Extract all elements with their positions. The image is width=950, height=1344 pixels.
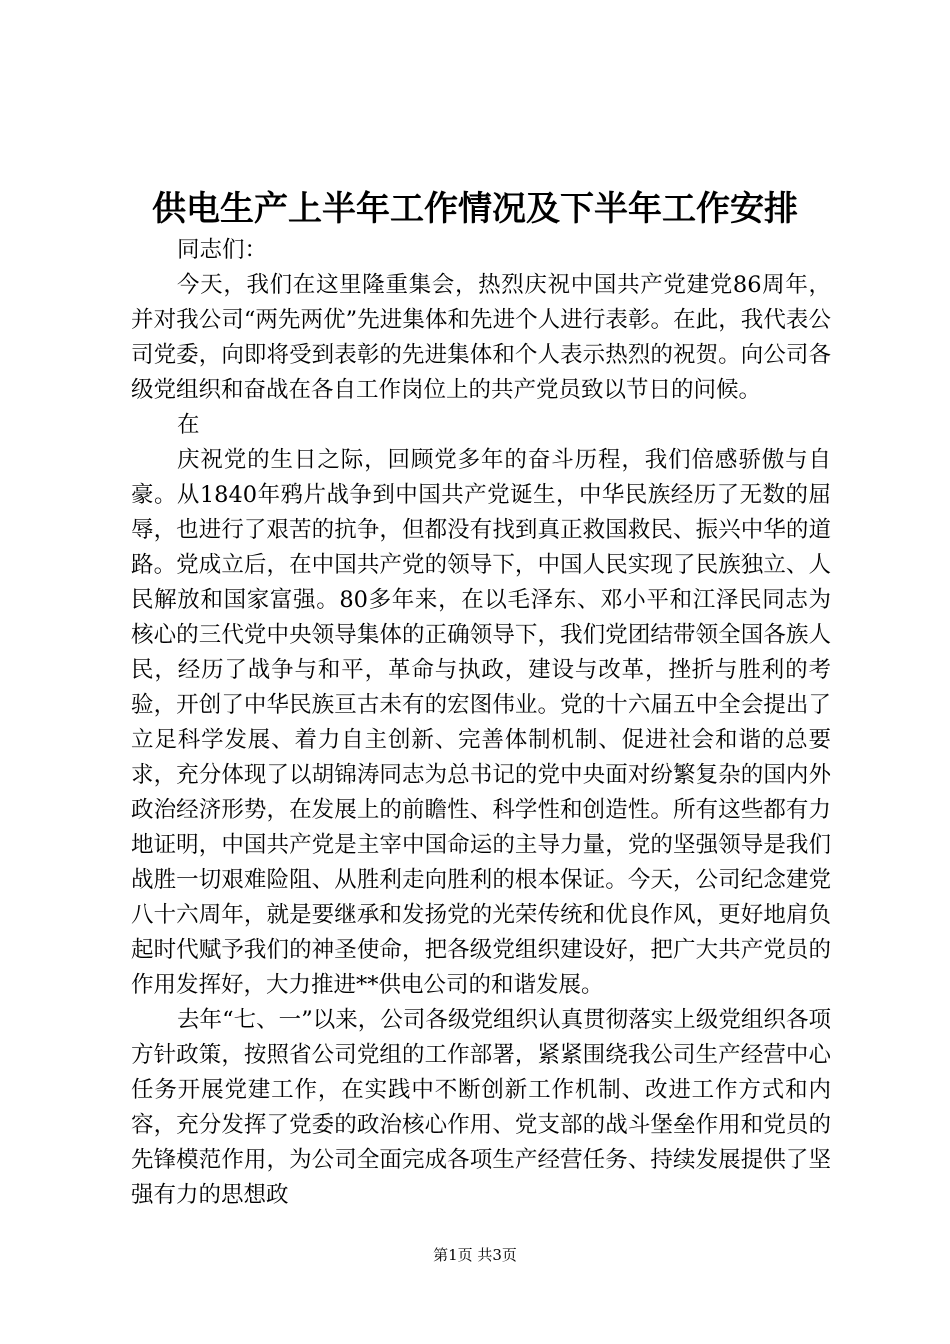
body-paragraph: 在: [177, 412, 200, 438]
salutation-paragraph: 同志们：: [177, 237, 268, 263]
document-title: 供电生产上半年工作情况及下半年工作安排: [152, 189, 798, 229]
document-body: [131, 233, 831, 1213]
body-paragraph: 今天，我们在这里隆重集会，热烈庆祝中国共产党建党86周年，并对我公司“两先两优”先进集体和先进个人进行表彰。在此，我代表公司党委，向即将受到表彰的先进集体和个人表示热烈的祝贺。向公司各级党组织和奋战在各自工作岗位上的共产党员致以节日的问候。: [131, 272, 831, 403]
page-number-footer: 第1页 共3页: [433, 1246, 517, 1264]
body-paragraph: 去年“七、一”以来，公司各级党组织认真贯彻落实上级党组织各项方针政策，按照省公司党组的工作部署，紧紧围绕我公司生产经营中心任务开展党建工作，在实践中不断创新工作机制、改进工作方式和内容，充分发挥了党委的政治核心作用、党支部的战斗堡垒作用和党员的先锋模范作用，为公司全面完成各项生产经营任务、持续发展提供了坚强有力的思想政: [131, 1007, 831, 1208]
body-paragraph: 庆祝党的生日之际，回顾党多年的奋斗历程，我们倍感骄傲与自豪。从1840年鸦片战争到中国共产党诞生，中华民族经历了无数的屈辱，也进行了艰苦的抗争，但都没有找到真正救国救民、振兴中华的道路。党成立后，在中国共产党的领导下，中国人民实现了民族独立、人民解放和国家富强。80多年来，在以毛泽东、邓小平和江泽民同志为核心的三代党中央领导集体的正确领导下，我们党团结带领全国各族人民，经历了战争与和平，革命与执政，建设与改革，挫折与胜利的考验，开创了中华民族亘古未有的宏图伟业。党的十六届五中全会提出了立足科学发展、着力自主创新、完善体制机制、促进社会和谐的总要求，充分体现了以胡锦涛同志为总书记的党中央面对纷繁复杂的国内外政治经济形势，在发展上的前瞻性、科学性和创造性。所有这些都有力地证明，中国共产党是主宰中国命运的主导力量，党的坚强领导是我们战胜一切艰难险阻、从胜利走向胜利的根本保证。今天，公司纪念建党八十六周年，就是要继承和发扬党的光荣传统和优良作风，更好地肩负起时代赋予我们的神圣使命，把各级党组织建设好，把广大共产党员的作用发挥好，大力推进**供电公司的和谐发展。: [131, 447, 831, 998]
